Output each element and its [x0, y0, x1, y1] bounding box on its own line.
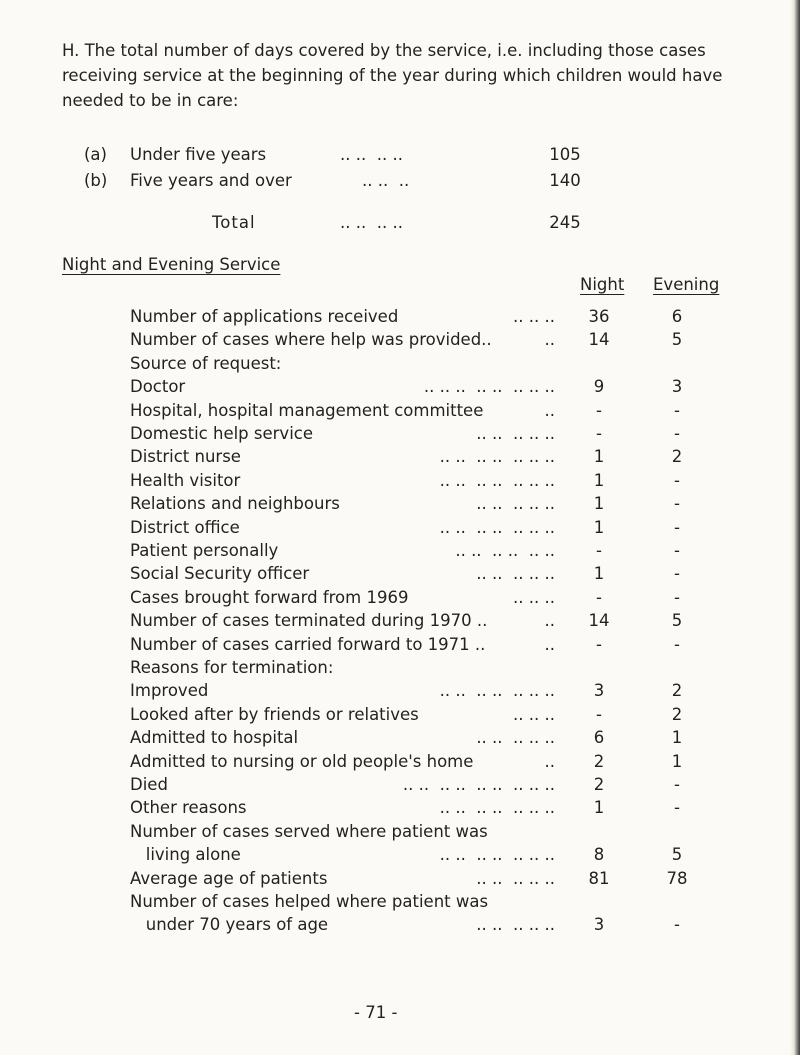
table-row-night-value: 14 [588, 330, 610, 350]
table-row-label: Number of cases carried forward to 1971 .. [130, 634, 486, 654]
table-row-label: Admitted to hospital [130, 728, 299, 748]
table-row-night-value: 1 [593, 798, 605, 818]
table-row-night-value: 14 [588, 611, 610, 631]
table-row-evening-value: 78 [666, 868, 688, 888]
days-total-value: 245 [549, 213, 581, 232]
table-row-evening-value: - [674, 634, 680, 654]
table-row-night-value: - [596, 634, 602, 654]
table-row-night-value: - [596, 704, 602, 724]
table-row-label: Number of cases helped where patient was [130, 892, 489, 911]
table-row-leader-dots: .. .. .. .. .. [476, 728, 555, 748]
table-row-label: Number of cases terminated during 1970 .. [130, 611, 488, 631]
days-row-b-label: Five years and over [130, 171, 292, 190]
table-row-label: Number of cases where help was provided.. [130, 330, 492, 350]
table-row-night-value: 6 [593, 728, 605, 748]
table-row-evening-value: 2 [671, 681, 683, 701]
table-row-evening-value: 5 [671, 611, 683, 631]
table-row-evening-value: - [674, 587, 680, 607]
days-row-a-label: Under five years [130, 145, 267, 164]
table-row-night-value: 1 [593, 470, 605, 490]
table-row-leader-dots: .. .. .. .. .. .. .. [439, 845, 555, 865]
table-row-leader-dots: .. [544, 611, 555, 631]
table-row-evening-value: 3 [671, 377, 683, 397]
intro-paragraph: H. The total number of days covered by the service, i.e. including those cases receiving service at the beginning of the year during which children would have needed to be in care: [62, 41, 723, 110]
table-row-leader-dots: .. .. .. [513, 587, 555, 607]
table-row-leader-dots: .. .. .. .. .. .. .. [439, 517, 555, 537]
table-row-evening-value: - [674, 775, 680, 794]
table-row-label: Doctor [130, 377, 186, 397]
table-row-evening-value: - [674, 915, 680, 935]
table-row-label: Cases brought forward from 1969 [130, 587, 409, 607]
days-total-label: Total [212, 213, 256, 232]
table-row-night-value: 3 [593, 915, 605, 935]
table-row-leader-dots: .. .. .. .. .. .. .. .. .. [402, 775, 555, 794]
table-row-label: Number of applications received [130, 307, 399, 326]
table-row-label: Average age of patients [130, 868, 328, 888]
table-row-evening-value: - [674, 494, 680, 514]
table-row-night-value: 9 [593, 377, 605, 397]
table-row-label: living alone [130, 845, 241, 865]
table-row-label: Social Security officer [130, 564, 310, 584]
table-row-label: Improved [130, 681, 209, 701]
table-row-night-value: - [596, 424, 602, 443]
days-row-b-mark: (b) [84, 171, 108, 190]
table-row-label: Patient personally [130, 541, 279, 560]
table-row-leader-dots: .. .. .. .. .. [476, 564, 555, 584]
days-row-a-mark: (a) [84, 145, 107, 164]
table-row-label: Died [130, 775, 168, 794]
table-row-night-value: 81 [588, 868, 610, 888]
table-row-evening-value: - [674, 400, 680, 420]
table-row-leader-dots: .. .. .. .. .. .. .. [439, 798, 555, 818]
table-row-evening-value: 1 [671, 728, 683, 748]
table-row-evening-value: - [674, 798, 680, 818]
column-header-evening: Evening [653, 275, 720, 294]
table-row-leader-dots: .. .. .. .. .. .. .. .. [423, 377, 555, 397]
table-row-night-value: 1 [593, 494, 605, 514]
table-row-evening-value: - [674, 424, 680, 443]
table-row-label: Relations and neighbours [130, 494, 340, 514]
table-row-leader-dots: .. .. .. .. .. .. [455, 541, 555, 560]
table-row-night-value: 8 [593, 845, 605, 865]
table-row-evening-value: - [674, 541, 680, 560]
table-row-leader-dots: .. .. .. .. .. [476, 424, 555, 443]
table-row-leader-dots: .. [544, 751, 555, 771]
table-row-label: Health visitor [130, 470, 241, 490]
table-row-evening-value: 5 [671, 845, 683, 865]
table-row-label: District office [130, 517, 240, 537]
table-row-label: Hospital, hospital management committee [130, 400, 484, 420]
table-row-night-value: 36 [588, 307, 610, 326]
days-row-a-value: 105 [549, 145, 581, 164]
table-row-evening-value: 2 [671, 447, 683, 467]
table-row-night-value: - [596, 541, 602, 560]
page-edge-shadow [790, 0, 800, 1055]
table-row-leader-dots: .. .. .. .. .. [476, 868, 555, 888]
table-row-label: District nurse [130, 447, 241, 467]
column-header-night: Night [580, 275, 625, 294]
days-row-b-dots: .. .. .. [362, 171, 410, 190]
days-total-dots: .. .. .. .. [340, 213, 403, 232]
table-row-night-value: 1 [593, 447, 605, 467]
table-row-label: Other reasons [130, 798, 247, 818]
days-row-a-dots: .. .. .. .. [340, 145, 403, 164]
table-row-label: Domestic help service [130, 424, 314, 443]
table-row-label: Source of request: [130, 353, 282, 373]
table-row-evening-value: 1 [671, 751, 683, 771]
table-row-evening-value: 6 [671, 307, 683, 326]
table-row-leader-dots: .. [544, 400, 555, 420]
table-row-leader-dots: .. .. .. .. .. [476, 494, 555, 514]
table-row-leader-dots: .. [544, 634, 555, 654]
table-row-leader-dots: .. .. .. [513, 307, 555, 326]
table-row-label: Admitted to nursing or old people's home [130, 751, 474, 771]
table-row-night-value: 2 [593, 775, 605, 794]
table-row-night-value: 1 [593, 517, 605, 537]
table-row-leader-dots: .. .. .. .. .. .. .. [439, 447, 555, 467]
table-row-leader-dots: .. .. .. .. .. .. .. [439, 681, 555, 701]
table-row-label: Looked after by friends or relatives [130, 704, 419, 724]
table-row-leader-dots: .. [544, 330, 555, 350]
table-row-night-value: - [596, 400, 602, 420]
table-row-leader-dots: .. .. .. .. .. [476, 915, 555, 935]
table-row-label: under 70 years of age [130, 915, 329, 935]
table-row-label: Number of cases served where patient was [130, 821, 488, 841]
table-row-evening-value: - [674, 517, 680, 537]
section-title: Night and Evening Service [62, 255, 281, 274]
days-row-b-value: 140 [549, 171, 581, 190]
table-row-evening-value: - [674, 470, 680, 490]
table-row-night-value: 2 [593, 751, 605, 771]
table-row-leader-dots: .. .. .. [513, 704, 555, 724]
table-row-label: Reasons for termination: [130, 658, 334, 677]
table-row-evening-value: 5 [671, 330, 683, 350]
table-row-night-value: 3 [593, 681, 605, 701]
table-row-evening-value: - [674, 564, 680, 584]
table-row-night-value: 1 [593, 564, 605, 584]
table-row-leader-dots: .. .. .. .. .. .. .. [439, 470, 555, 490]
page-number: - 71 - [354, 1003, 398, 1022]
table-row-evening-value: 2 [671, 704, 683, 724]
table-row-night-value: - [596, 587, 602, 607]
